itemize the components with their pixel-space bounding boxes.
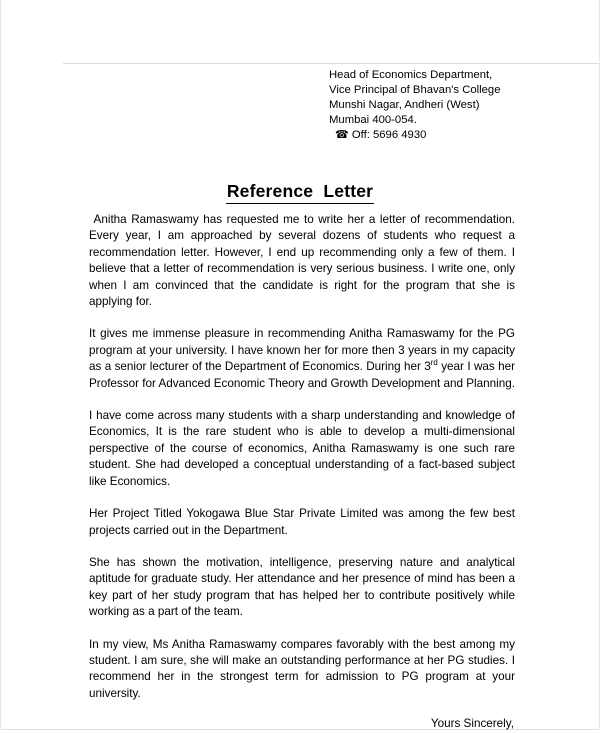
letterhead-phone-line: [329, 128, 501, 143]
letterhead-line-2: Vice Principal of Bhavan's College: [329, 84, 501, 97]
letterhead-line-4: Mumbai 400-054.: [329, 114, 417, 127]
header-divider-rule: [63, 63, 599, 64]
body-paragraph-1: Anitha Ramaswamy has requested me to write her a letter of recommendation. Every year, I am approached by several dozens of students who request a recommendation letter. However, I end up recommending only a few of them. I believe that a letter of recommendation is very serious business. I write one, only when I am convinced that the candidate is right for the program that she is applying for.: [89, 213, 519, 309]
body-paragraph-2-tail: year I was her Professor for Advanced Economic Theory and Growth Development and Planning.: [89, 360, 519, 390]
signoff-text: Yours Sincerely,: [430, 717, 514, 731]
ordinal-suffix-superscript: rd: [430, 358, 438, 368]
body-paragraph-2: [89, 326, 519, 392]
letterhead-block: [329, 68, 501, 143]
telephone-icon: ☎: [335, 129, 349, 142]
letter-body: [89, 212, 519, 733]
letterhead-phone-number: Off: 5696 4930: [351, 129, 427, 142]
page-title: [1, 180, 599, 204]
body-paragraph-4: Her Project Titled Yokogawa Blue Star Private Limited was among the few best projects carried out in the Department.: [89, 507, 519, 537]
body-paragraph-6: In my view, Ms Anitha Ramaswamy compares favorably with the best among my student. I am sure, she will make an outstanding performance at her PG studies. I recommend her in the strongest term for admission to PG program at your university.: [89, 637, 519, 700]
letterhead-line-3: Munshi Nagar, Andheri (West): [329, 99, 480, 112]
body-paragraph-5: She has shown the motivation, intelligence, preserving nature and analytical aptitude for graduate study. Her attendance and her presence of mind has been a key part of her study program that has helped her to contribute positively while working as a part of the team.: [89, 555, 519, 619]
body-paragraph-3: I have come across many students with a sharp understanding and knowledge of Economics, It is the rare student who is able to develop a multi-dimensional perspective of the course of economics, Anitha Ramaswamy is one such rare student. She had developed a conceptual understanding of a fact-based subject like Economics.: [89, 409, 519, 488]
page-title-text: Reference Letter: [226, 180, 374, 204]
letterhead-line-1: Head of Economics Department,: [329, 69, 493, 81]
body-paragraph-2-head: It gives me immense pleasure in recommending Anitha Ramaswamy for the PG program at your university. I have known her for more then 3 years in my capacity as a senior lecturer of the Department of Economics. During her 3: [89, 327, 519, 374]
